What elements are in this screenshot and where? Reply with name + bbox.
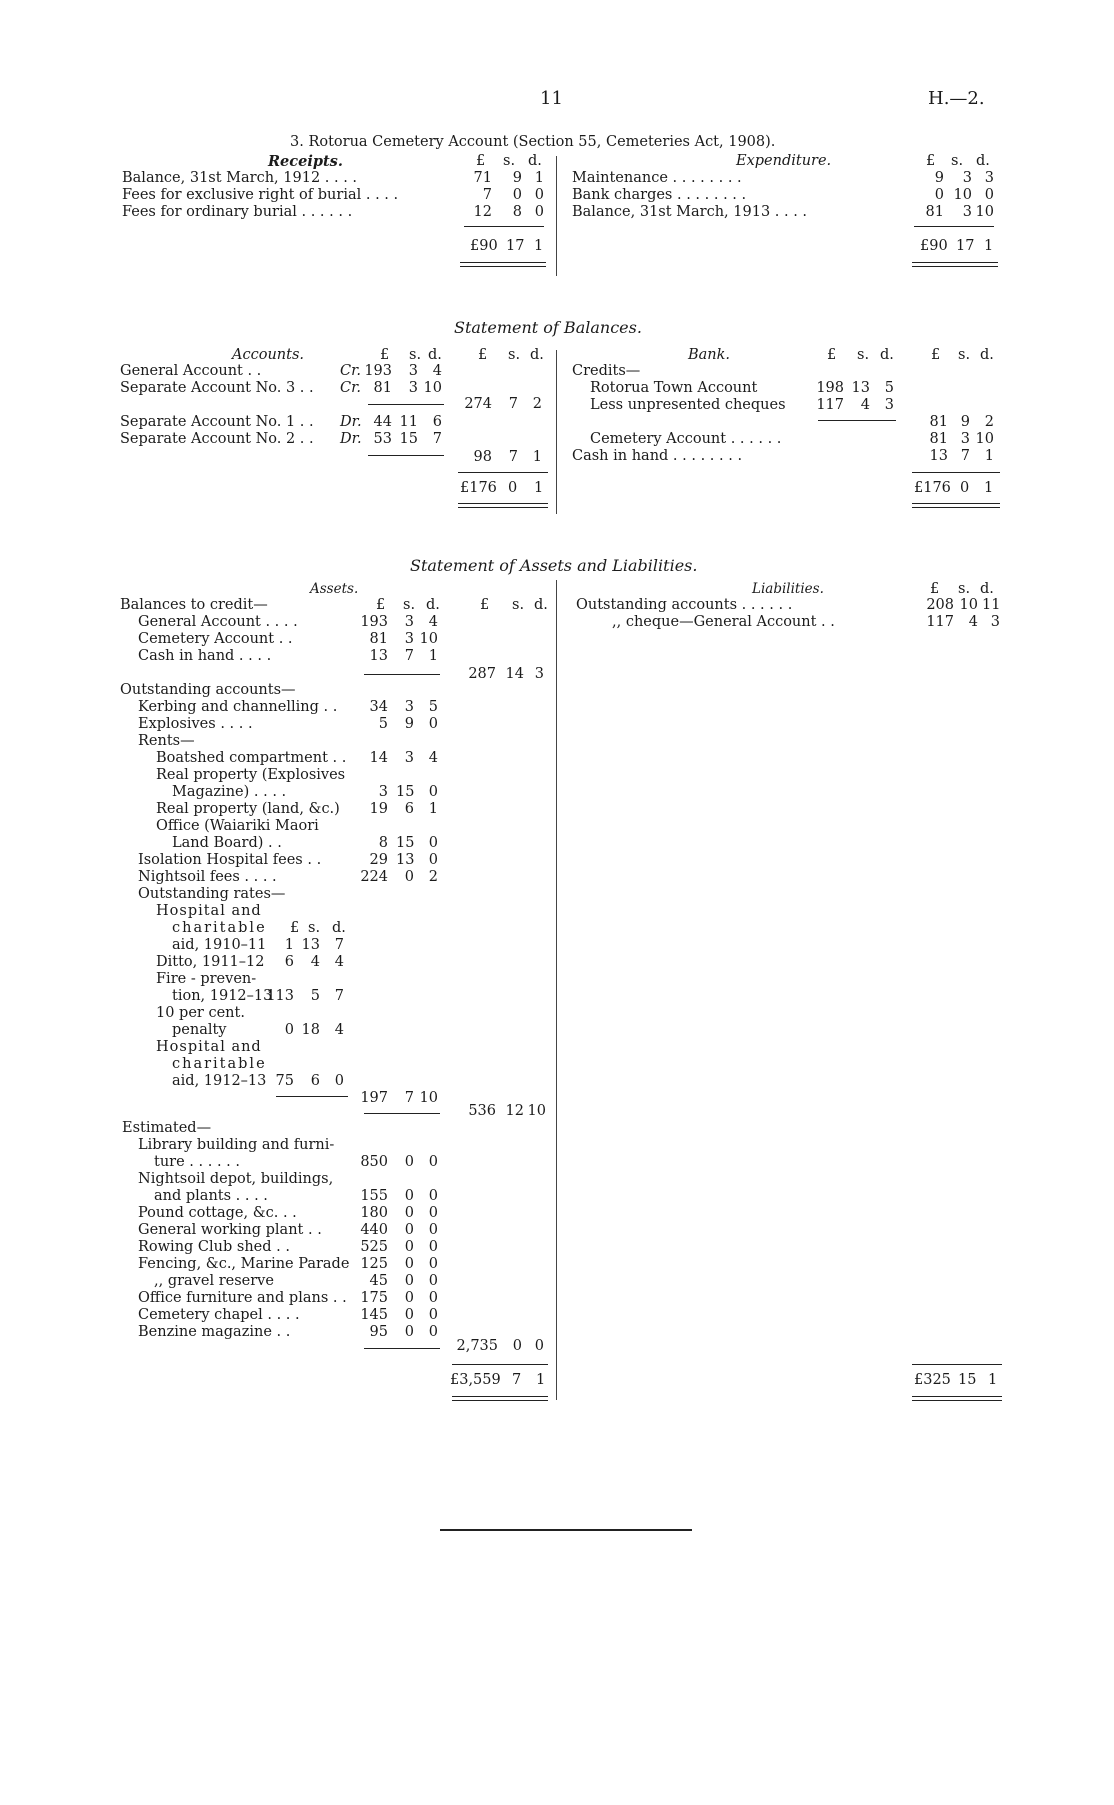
town-account-shillings: 13 xyxy=(851,380,870,396)
unpresented-pence: 3 xyxy=(884,397,894,413)
credit-item-shillings: 3 xyxy=(404,614,414,630)
fee-item-pounds: 29 xyxy=(369,852,388,868)
rates-pence-header: d. xyxy=(332,920,346,936)
expenditure-row-pounds: 0 xyxy=(934,187,944,203)
expenditure-row-pounds: 81 xyxy=(925,204,944,220)
bank-total-pence-header: d. xyxy=(980,347,994,363)
rate-item-pounds: 75 xyxy=(275,1073,294,1089)
expenditure-row-shillings: 10 xyxy=(953,187,972,203)
liability-row-pence: 11 xyxy=(982,597,1001,613)
unpresented-shillings: 4 xyxy=(860,397,870,413)
liability-row-label: Outstanding accounts . . . . . . xyxy=(576,597,793,613)
receipt-row-pence: 0 xyxy=(534,204,544,220)
rule xyxy=(912,1364,1002,1365)
expenditure-row-pence: 3 xyxy=(984,170,994,186)
assets-total-pounds: £3,559 xyxy=(450,1372,501,1388)
estimated-item-pounds: 175 xyxy=(360,1290,388,1306)
estimated-item-pence: 0 xyxy=(428,1222,438,1238)
rate-item-shillings: 6 xyxy=(310,1073,320,1089)
outstanding-total-pounds: 536 xyxy=(468,1103,496,1119)
bank-heading: Bank. xyxy=(688,347,731,363)
town-account-label: Rotorua Town Account xyxy=(590,380,758,396)
cemetery-account-label: Cemetery Account . . . . . . xyxy=(590,431,782,447)
credit-item-pence: 1 xyxy=(428,648,438,664)
rule xyxy=(364,1348,440,1349)
account-row-type: Dr. xyxy=(340,414,362,430)
accounts-heading: Accounts. xyxy=(232,347,304,363)
rule xyxy=(452,1364,548,1365)
receipt-row-label: Fees for exclusive right of burial . . . . xyxy=(122,187,399,203)
column-divider xyxy=(556,350,557,514)
receipt-row-shillings: 0 xyxy=(512,187,522,203)
credit-item-pence: 4 xyxy=(428,614,438,630)
cr-subtotal-pounds: 274 xyxy=(464,396,492,412)
rent-item-label-continued: Magazine) . . . . xyxy=(172,784,287,800)
column-divider xyxy=(556,156,557,276)
outstanding-total-shillings: 12 xyxy=(505,1103,524,1119)
expenditure-pence-header: d. xyxy=(976,153,990,169)
account-row-label: Separate Account No. 3 . . xyxy=(120,380,314,396)
rates-subtotal-pence: 10 xyxy=(419,1090,438,1106)
credit-item-pounds: 13 xyxy=(369,648,388,664)
estimated-heading: Estimated— xyxy=(122,1120,212,1136)
double-rule xyxy=(458,503,548,508)
bank-total-pounds: £176 xyxy=(914,480,951,496)
receipts-total-pounds: £90 xyxy=(470,238,498,254)
account-row-pence: 7 xyxy=(432,431,442,447)
estimated-item-pence: 0 xyxy=(428,1324,438,1340)
credits-label: Credits— xyxy=(572,363,641,379)
fee-item-label: Isolation Hospital fees . . xyxy=(138,852,322,868)
unpresented-label: Less unpresented cheques xyxy=(590,397,786,413)
estimated-item-shillings: 0 xyxy=(404,1222,414,1238)
estimated-item-pounds: 440 xyxy=(360,1222,388,1238)
rent-item-label: Real property (land, &c.) xyxy=(156,801,340,817)
estimated-item-pence: 0 xyxy=(428,1205,438,1221)
outstanding-item-label: Kerbing and channelling . . xyxy=(138,699,338,715)
bank-total-shillings-header: s. xyxy=(958,347,971,363)
accounts-shillings-header: s. xyxy=(409,347,422,363)
estimated-item-pounds: 145 xyxy=(360,1307,388,1323)
rate-item-label-continued: charitable xyxy=(172,1056,267,1072)
rent-item-pence: 0 xyxy=(428,835,438,851)
expenditure-row-shillings: 3 xyxy=(962,204,972,220)
accounts-total-shillings: 0 xyxy=(508,480,518,496)
credit-item-pounds: 193 xyxy=(360,614,388,630)
subtotal-shillings-header: s. xyxy=(508,347,521,363)
assets-shillings-header: s. xyxy=(403,597,416,613)
account-row-label: Separate Account No. 2 . . xyxy=(120,431,314,447)
receipts-pound-header: £ xyxy=(476,153,486,169)
rents-heading: Rents— xyxy=(138,733,195,749)
estimated-item-pounds: 155 xyxy=(360,1188,388,1204)
assets-total-pence: 1 xyxy=(536,1372,546,1388)
rates-subtotal-pounds: 197 xyxy=(360,1090,388,1106)
rate-item-shillings: 4 xyxy=(310,954,320,970)
estimated-item-shillings: 0 xyxy=(404,1154,414,1170)
liability-row-pence: 3 xyxy=(990,614,1000,630)
expenditure-row-pounds: 9 xyxy=(934,170,944,186)
receipt-row-label: Fees for ordinary burial . . . . . . xyxy=(122,204,353,220)
fee-item-shillings: 13 xyxy=(396,852,415,868)
expenditure-total-pounds: £90 xyxy=(920,238,948,254)
cash-in-hand-shillings: 7 xyxy=(960,448,970,464)
receipt-row-shillings: 8 xyxy=(512,204,522,220)
account-row-pence: 6 xyxy=(432,414,442,430)
account-row-pence: 10 xyxy=(423,380,442,396)
rate-item-label-continued: charitable xyxy=(172,920,267,936)
liabilities-total-shillings: 15 xyxy=(958,1372,977,1388)
rate-item-pounds: 6 xyxy=(284,954,294,970)
rule xyxy=(364,1113,440,1114)
cr-subtotal-shillings: 7 xyxy=(508,396,518,412)
rate-item-label-continued: aid, 1910–11 xyxy=(172,937,267,953)
estimated-item-pounds: 180 xyxy=(360,1205,388,1221)
rate-item-pounds: 1 xyxy=(284,937,294,953)
double-rule xyxy=(460,262,546,267)
liability-row-shillings: 4 xyxy=(968,614,978,630)
rule xyxy=(364,674,440,675)
account-row-type: Dr. xyxy=(340,431,362,447)
accounts-total-pence: 1 xyxy=(534,480,544,496)
rent-item-label: Boatshed compartment . . xyxy=(156,750,347,766)
outstanding-item-pounds: 5 xyxy=(378,716,388,732)
rate-item-shillings: 18 xyxy=(301,1022,320,1038)
credit-item-shillings: 3 xyxy=(404,631,414,647)
bank-pence-header: d. xyxy=(880,347,894,363)
estimated-item-pence: 0 xyxy=(428,1307,438,1323)
liabilities-total-pence: 1 xyxy=(988,1372,998,1388)
credit-total-pence: 3 xyxy=(534,666,544,682)
rent-item-shillings: 15 xyxy=(396,784,415,800)
assets-pound-header: £ xyxy=(376,597,386,613)
double-rule xyxy=(912,1396,1002,1401)
assets-total-pound-header: £ xyxy=(480,597,490,613)
account-row-pounds: 44 xyxy=(373,414,392,430)
expenditure-row-pence: 0 xyxy=(984,187,994,203)
estimated-item-pence: 0 xyxy=(428,1188,438,1204)
estimated-item-label: ,, gravel reserve xyxy=(154,1273,274,1289)
rate-item-pounds: 113 xyxy=(266,988,294,1004)
credit-item-shillings: 7 xyxy=(404,648,414,664)
credit-item-label: Cemetery Account . . xyxy=(138,631,293,647)
document-reference: H.—2. xyxy=(928,88,985,109)
receipt-row-pounds: 12 xyxy=(473,204,492,220)
rent-item-label: Office (Waiariki Maori xyxy=(156,818,319,834)
rate-item-label-continued: penalty xyxy=(172,1022,227,1038)
rate-item-pence: 7 xyxy=(334,937,344,953)
balances-to-credit-heading: Balances to credit— xyxy=(120,597,268,613)
estimated-item-shillings: 0 xyxy=(404,1273,414,1289)
expenditure-total-shillings: 17 xyxy=(956,238,975,254)
rent-item-pence: 1 xyxy=(428,801,438,817)
account-row-pence: 4 xyxy=(432,363,442,379)
expenditure-row-label: Bank charges . . . . . . . . xyxy=(572,187,747,203)
accounts-total-pounds: £176 xyxy=(460,480,497,496)
rent-item-pounds: 3 xyxy=(378,784,388,800)
account-row-shillings: 15 xyxy=(399,431,418,447)
account-row-pounds: 193 xyxy=(364,363,392,379)
fee-item-label: Nightsoil fees . . . . xyxy=(138,869,277,885)
assets-pence-header: d. xyxy=(426,597,440,613)
assets-total-shillings: 7 xyxy=(512,1372,522,1388)
bank-total-pence: 1 xyxy=(984,480,994,496)
rule xyxy=(914,226,994,227)
rate-item-label-continued: aid, 1912–13 xyxy=(172,1073,267,1089)
outstanding-item-pence: 5 xyxy=(428,699,438,715)
credit-item-label: Cash in hand . . . . xyxy=(138,648,272,664)
estimated-total-shillings: 0 xyxy=(512,1338,522,1354)
credit-total-shillings: 14 xyxy=(505,666,524,682)
account-row-shillings: 3 xyxy=(408,363,418,379)
bank-shillings-header: s. xyxy=(857,347,870,363)
receipts-pence-header: d. xyxy=(528,153,542,169)
estimated-item-pence: 0 xyxy=(428,1290,438,1306)
estimated-item-shillings: 0 xyxy=(404,1256,414,1272)
rent-item-pounds: 14 xyxy=(369,750,388,766)
rule xyxy=(464,226,544,227)
double-rule xyxy=(452,1396,548,1401)
balances-title: Statement of Balances. xyxy=(454,318,642,337)
expenditure-heading: Expenditure. xyxy=(736,153,832,169)
estimated-item-pence: 0 xyxy=(428,1154,438,1170)
liabilities-total-pounds: £325 xyxy=(914,1372,951,1388)
estimated-item-label-continued: ture . . . . . . xyxy=(154,1154,240,1170)
liability-row-pounds: 208 xyxy=(926,597,954,613)
rent-item-pounds: 8 xyxy=(378,835,388,851)
estimated-item-pounds: 45 xyxy=(369,1273,388,1289)
rent-item-shillings: 3 xyxy=(404,750,414,766)
estimated-total-pence: 0 xyxy=(534,1338,544,1354)
liabilities-heading: Liabilities. xyxy=(752,581,824,597)
receipt-row-label: Balance, 31st March, 1912 . . . . xyxy=(122,170,358,186)
account-row-label: Separate Account No. 1 . . xyxy=(120,414,314,430)
estimated-item-label: Rowing Club shed . . xyxy=(138,1239,290,1255)
estimated-item-pence: 0 xyxy=(428,1256,438,1272)
subtotal-pence-header: d. xyxy=(530,347,544,363)
rate-item-pence: 4 xyxy=(334,1022,344,1038)
rate-item-label: Hospital and xyxy=(156,1039,262,1055)
liabilities-pence-header: d. xyxy=(980,581,994,597)
cemetery-account-pounds: 81 xyxy=(929,431,948,447)
rule xyxy=(368,455,444,456)
receipts-total-pence: 1 xyxy=(534,238,544,254)
rule xyxy=(818,420,896,421)
estimated-item-label-continued: and plants . . . . xyxy=(154,1188,268,1204)
town-net-pounds: 81 xyxy=(929,414,948,430)
rate-item-shillings: 13 xyxy=(301,937,320,953)
fee-item-pence: 2 xyxy=(428,869,438,885)
liability-row-pounds: 117 xyxy=(926,614,954,630)
rule xyxy=(912,472,1000,473)
estimated-item-shillings: 0 xyxy=(404,1290,414,1306)
estimated-item-label: Library building and furni- xyxy=(138,1137,335,1153)
estimated-item-label: Fencing, &c., Marine Parade xyxy=(138,1256,350,1272)
page-number: 11 xyxy=(540,88,563,109)
estimated-item-shillings: 0 xyxy=(404,1239,414,1255)
fee-item-pence: 0 xyxy=(428,852,438,868)
rates-pound-header: £ xyxy=(290,920,300,936)
outstanding-item-pounds: 34 xyxy=(369,699,388,715)
receipt-row-pence: 1 xyxy=(534,170,544,186)
town-account-pounds: 198 xyxy=(816,380,844,396)
outstanding-item-shillings: 9 xyxy=(404,716,414,732)
cemetery-account-shillings: 3 xyxy=(960,431,970,447)
town-net-pence: 2 xyxy=(984,414,994,430)
account-row-shillings: 11 xyxy=(399,414,418,430)
expenditure-pound-header: £ xyxy=(926,153,936,169)
assets-heading: Assets. xyxy=(310,581,359,597)
estimated-item-pence: 0 xyxy=(428,1273,438,1289)
expenditure-total-pence: 1 xyxy=(984,238,994,254)
rent-item-shillings: 6 xyxy=(404,801,414,817)
dr-subtotal-shillings: 7 xyxy=(508,449,518,465)
account-row-type: Cr. xyxy=(340,380,362,396)
accounts-pence-header: d. xyxy=(428,347,442,363)
outstanding-rates-heading: Outstanding rates— xyxy=(138,886,286,902)
rent-item-pence: 0 xyxy=(428,784,438,800)
receipts-heading: Receipts. xyxy=(268,153,343,170)
estimated-item-label: Benzine magazine . . xyxy=(138,1324,291,1340)
estimated-item-pounds: 525 xyxy=(360,1239,388,1255)
liability-row-shillings: 10 xyxy=(959,597,978,613)
receipts-total-shillings: 17 xyxy=(506,238,525,254)
assets-total-shillings-header: s. xyxy=(512,597,525,613)
rate-item-label: Fire - preven- xyxy=(156,971,257,987)
town-net-shillings: 9 xyxy=(960,414,970,430)
rule xyxy=(368,404,444,405)
expenditure-shillings-header: s. xyxy=(951,153,964,169)
accounts-pound-header: £ xyxy=(380,347,390,363)
credit-item-pounds: 81 xyxy=(369,631,388,647)
expenditure-row-pence: 10 xyxy=(975,204,994,220)
closing-rule xyxy=(440,1529,692,1531)
column-divider xyxy=(556,580,557,1400)
bank-pound-header: £ xyxy=(827,347,837,363)
subtotal-pound-header: £ xyxy=(478,347,488,363)
cash-in-hand-pounds: 13 xyxy=(929,448,948,464)
credit-item-label: General Account . . . . xyxy=(138,614,298,630)
cemetery-account-pence: 10 xyxy=(975,431,994,447)
credit-item-pence: 10 xyxy=(419,631,438,647)
liabilities-pound-header: £ xyxy=(930,581,940,597)
rule xyxy=(276,1096,348,1097)
cr-subtotal-pence: 2 xyxy=(532,396,542,412)
rate-item-pence: 0 xyxy=(334,1073,344,1089)
dr-subtotal-pence: 1 xyxy=(532,449,542,465)
expenditure-row-shillings: 3 xyxy=(962,170,972,186)
receipt-row-shillings: 9 xyxy=(512,170,522,186)
account-row-pounds: 81 xyxy=(373,380,392,396)
expenditure-row-label: Maintenance . . . . . . . . xyxy=(572,170,742,186)
expenditure-row-label: Balance, 31st March, 1913 . . . . xyxy=(572,204,808,220)
double-rule xyxy=(912,503,1000,508)
credit-total-pounds: 287 xyxy=(468,666,496,682)
rate-item-pence: 4 xyxy=(334,954,344,970)
bank-total-shillings: 0 xyxy=(960,480,970,496)
outstanding-item-pence: 0 xyxy=(428,716,438,732)
rate-item-label: 10 per cent. xyxy=(156,1005,245,1021)
account-row-type: Cr. xyxy=(340,363,362,379)
bank-total-pound-header: £ xyxy=(931,347,941,363)
estimated-item-pounds: 125 xyxy=(360,1256,388,1272)
outstanding-accounts-heading: Outstanding accounts— xyxy=(120,682,296,698)
rent-item-shillings: 15 xyxy=(396,835,415,851)
rate-item-pence: 7 xyxy=(334,988,344,1004)
outstanding-item-label: Explosives . . . . xyxy=(138,716,253,732)
receipt-row-pounds: 7 xyxy=(482,187,492,203)
estimated-total-pounds: 2,735 xyxy=(456,1338,498,1354)
account-row-label: General Account . . xyxy=(120,363,262,379)
outstanding-item-shillings: 3 xyxy=(404,699,414,715)
fee-item-shillings: 0 xyxy=(404,869,414,885)
rate-item-label: Ditto, 1911–12 xyxy=(156,954,265,970)
rate-item-label: Hospital and xyxy=(156,903,262,919)
fee-item-pounds: 224 xyxy=(360,869,388,885)
double-rule xyxy=(912,262,998,267)
rate-item-shillings: 5 xyxy=(310,988,320,1004)
estimated-item-shillings: 0 xyxy=(404,1205,414,1221)
estimated-item-shillings: 0 xyxy=(404,1188,414,1204)
rates-subtotal-shillings: 7 xyxy=(404,1090,414,1106)
rent-item-pence: 4 xyxy=(428,750,438,766)
estimated-item-shillings: 0 xyxy=(404,1324,414,1340)
assets-total-pence-header: d. xyxy=(534,597,548,613)
unpresented-pounds: 117 xyxy=(816,397,844,413)
rate-item-label-continued: tion, 1912–13 xyxy=(172,988,273,1004)
rule xyxy=(458,472,548,473)
cash-in-hand-label: Cash in hand . . . . . . . . xyxy=(572,448,743,464)
estimated-item-pounds: 95 xyxy=(369,1324,388,1340)
estimated-item-label: Cemetery chapel . . . . xyxy=(138,1307,300,1323)
account-row-shillings: 3 xyxy=(408,380,418,396)
estimated-item-label: Office furniture and plans . . xyxy=(138,1290,347,1306)
cemetery-account-title: 3. Rotorua Cemetery Account (Section 55, Cemeteries Act, 1908). xyxy=(290,134,776,150)
rent-item-pounds: 19 xyxy=(369,801,388,817)
rent-item-label: Real property (Explosives xyxy=(156,767,346,783)
rates-shillings-header: s. xyxy=(308,920,321,936)
assets-liabilities-title: Statement of Assets and Liabilities. xyxy=(410,556,698,575)
liabilities-shillings-header: s. xyxy=(958,581,971,597)
cash-in-hand-pence: 1 xyxy=(984,448,994,464)
rate-item-pounds: 0 xyxy=(284,1022,294,1038)
estimated-item-shillings: 0 xyxy=(404,1307,414,1323)
dr-subtotal-pounds: 98 xyxy=(473,449,492,465)
estimated-item-label: Nightsoil depot, buildings, xyxy=(138,1171,334,1187)
outstanding-total-pence: 10 xyxy=(527,1103,546,1119)
account-row-pounds: 53 xyxy=(373,431,392,447)
estimated-item-label: Pound cottage, &c. . . xyxy=(138,1205,297,1221)
estimated-item-pence: 0 xyxy=(428,1239,438,1255)
receipt-row-pence: 0 xyxy=(534,187,544,203)
town-account-pence: 5 xyxy=(884,380,894,396)
estimated-item-label: General working plant . . xyxy=(138,1222,322,1238)
liability-row-label: ,, cheque—General Account . . xyxy=(612,614,835,630)
receipt-row-pounds: 71 xyxy=(473,170,492,186)
rent-item-label-continued: Land Board) . . xyxy=(172,835,282,851)
estimated-item-pounds: 850 xyxy=(360,1154,388,1170)
receipts-shillings-header: s. xyxy=(503,153,516,169)
